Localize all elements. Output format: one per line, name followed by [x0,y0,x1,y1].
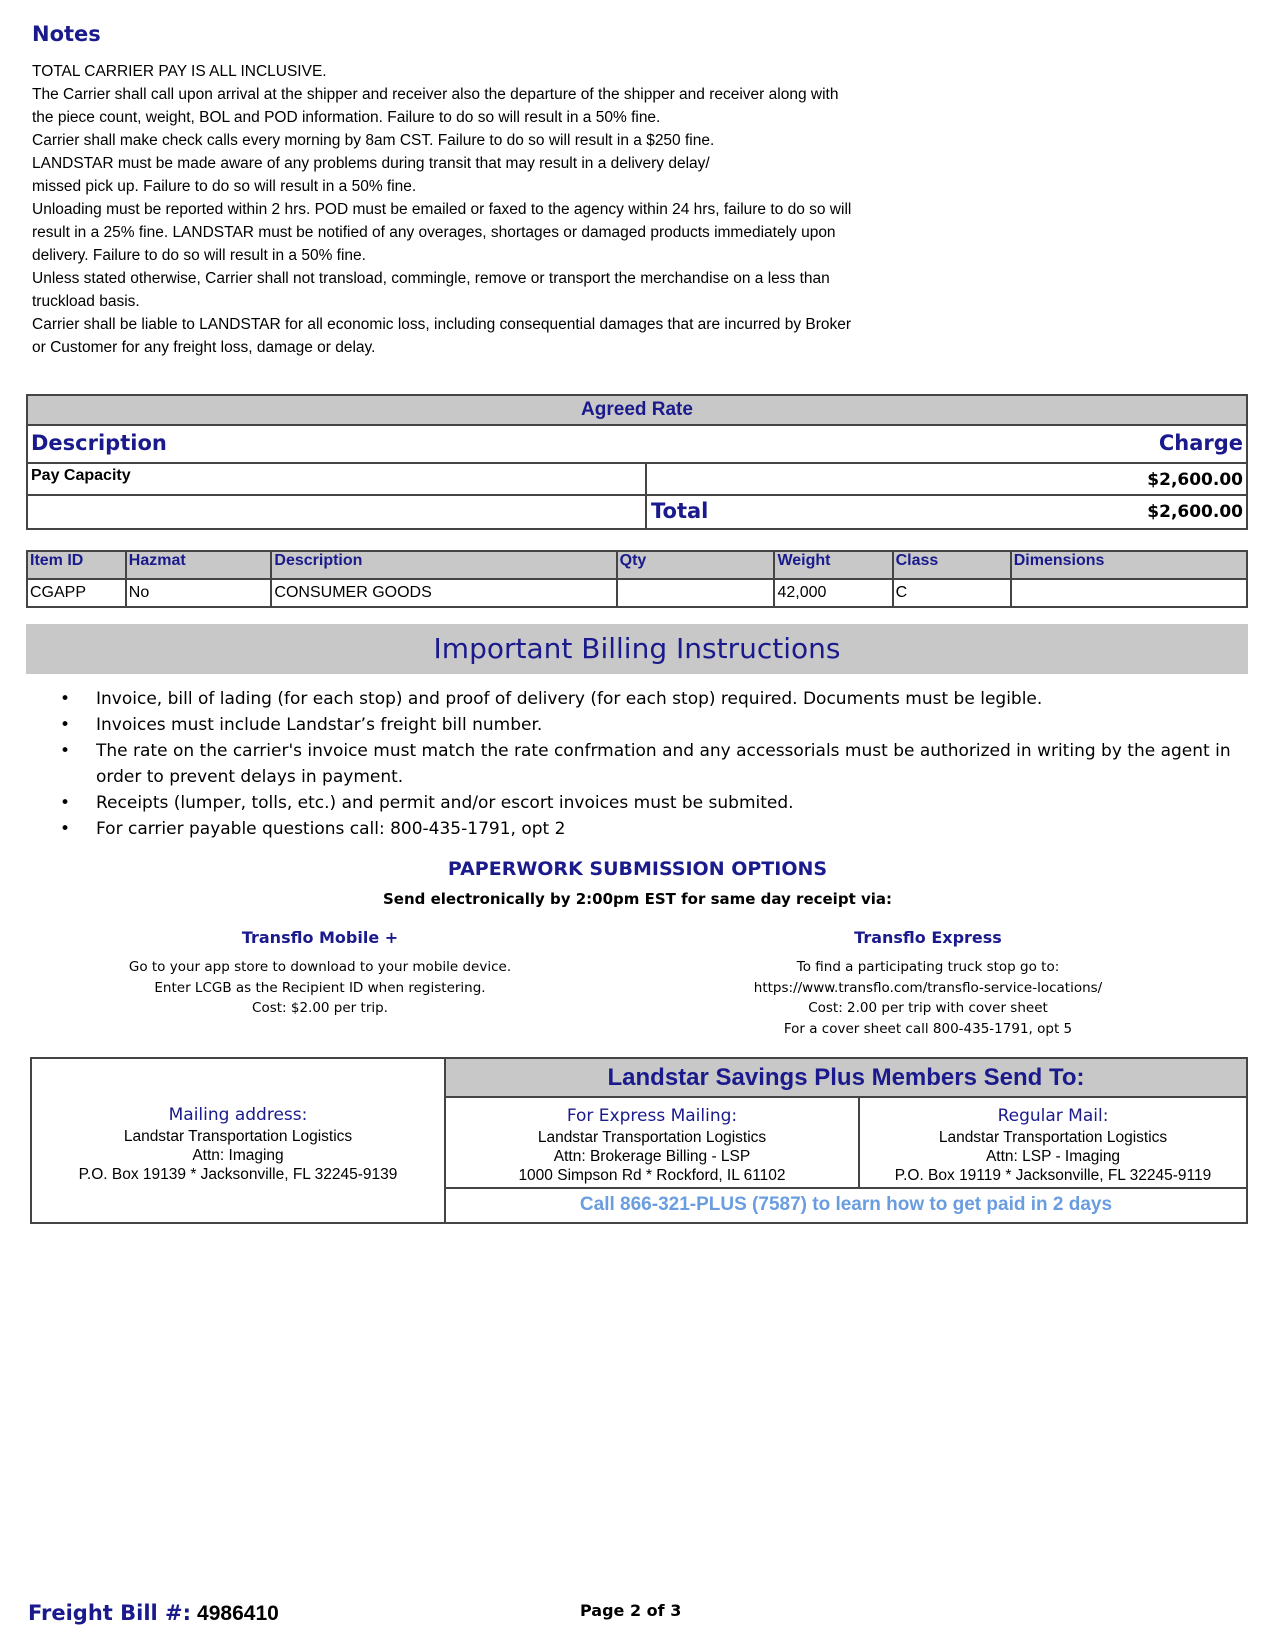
detail-line: Cost: $2.00 per trip. [252,1000,388,1016]
bullet-icon: • [60,793,71,813]
notes-line: Carrier shall make check calls every morning by 8am CST. Failure to do so will result in a $250 fine. [32,132,715,149]
savings-plus-title: Landstar Savings Plus Members Send To: [446,1059,1246,1098]
list-item [60,790,1240,816]
regular-mail-address [860,1098,1246,1185]
detail-line: Enter LCGB as the Recipient ID when registering. [154,979,486,996]
agreed-rate-title: Agreed Rate [28,396,1246,426]
billing-list [60,686,1240,842]
detail-line: Cost: 2.00 per trip with cover sheet [808,1000,1048,1016]
paperwork-subtitle: Send electronically by 2:00pm EST for same day receipt via: [383,890,892,908]
cell-description: CONSUMER GOODS [271,579,616,607]
transflo-mobile-details [60,957,580,1019]
address-line: Landstar Transportation Logistics [938,1129,1168,1146]
notes-line: the piece count, weight, BOL and POD information. Failure to do so will result in a 50% fine. [32,109,661,126]
address-line: Attn: Imaging [192,1147,284,1164]
col-weight: Weight [774,551,892,579]
cell-qty [617,579,775,607]
items-header-row [27,551,1247,579]
total-label: Total [651,499,709,523]
list-item [60,712,1240,738]
address-line: P.O. Box 19119 * Jacksonville, FL 32245-9119 [894,1167,1212,1184]
notes-line: or Customer for any freight loss, damage or delay. [32,339,376,356]
freight-bill-number: 4986410 [197,1602,279,1625]
pay-capacity-row [28,464,1246,496]
pay-capacity-amount: $2,600.00 [1147,470,1243,490]
items-table [26,550,1248,608]
express-mailing-address [446,1098,858,1185]
total-amount: $2,600.00 [1147,502,1243,522]
notes-line: missed pick up. Failure to do so will result in a 50% fine. [32,178,417,195]
col-description: Description [271,551,616,579]
description-header: Description [31,431,167,455]
address-line: Landstar Transportation Logistics [537,1129,767,1146]
transflo-url-link[interactable]: https://www.transflo.com/transflo-service-locations/ [753,979,1103,996]
col-dimensions: Dimensions [1011,551,1247,579]
notes-body [32,60,952,359]
bullet-icon: • [60,715,71,735]
list-item [60,738,1240,790]
regular-mail-cell [860,1098,1246,1189]
list-item [60,686,1240,712]
billing-item-text: The rate on the carrier's invoice must match the rate confrmation and any accessorials must be authorized in writing by the agent in order to prevent delays in payment. [96,741,1231,787]
billing-item-text: Invoice, bill of lading (for each stop) and proof of delivery (for each stop) required. Documents must be legible. [96,689,1043,709]
charge-header: Charge [1158,431,1243,455]
transflo-mobile-title: Transflo Mobile + [241,928,399,947]
detail-line: For a cover sheet call 800-435-1791, opt 5 [783,1020,1073,1037]
mailing-address-cell [32,1059,446,1222]
cell-hazmat: No [126,579,272,607]
transflo-mobile-option [60,928,580,1019]
billing-item-text: Receipts (lumper, tolls, etc.) and permit and/or escort invoices must be submited. [96,793,794,813]
detail-line: To find a participating truck stop go to: [796,959,1060,975]
detail-line: Go to your app store to download to your mobile device. [128,959,512,975]
bullet-icon: • [60,741,71,761]
col-qty: Qty [617,551,775,579]
regular-mail-title: Regular Mail: [997,1106,1109,1126]
paperwork-title: PAPERWORK SUBMISSION OPTIONS [447,858,828,880]
freight-bill [28,1601,279,1626]
cell-weight: 42,000 [774,579,892,607]
cell-dimensions [1011,579,1247,607]
bullet-icon: • [60,689,71,709]
notes-line: Unless stated otherwise, Carrier shall not transload, commingle, remove or transport the merchandise on a less than [32,270,830,287]
transflo-express-details [668,957,1188,1039]
notes-line: truckload basis. [32,293,140,310]
billing-item-text: For carrier payable questions call: 800-435-1791, opt 2 [96,819,566,839]
address-box [30,1057,1248,1224]
address-line: Attn: LSP - Imaging [985,1148,1121,1165]
billing-item-text: Invoices must include Landstar’s freight bill number. [96,715,543,735]
mailing-address [32,1103,444,1184]
transflo-express-title: Transflo Express [854,928,1002,947]
savings-plus-call: Call 866-321-PLUS (7587) to learn how to get paid in 2 days [579,1194,1113,1215]
bullet-icon: • [60,819,71,839]
address-line: Landstar Transportation Logistics [123,1128,353,1145]
address-line: Attn: Brokerage Billing - LSP [553,1148,751,1165]
address-line: 1000 Simpson Rd * Rockford, IL 61102 [518,1167,786,1184]
express-mailing-title: For Express Mailing: [566,1106,738,1126]
notes-line: The Carrier shall call upon arrival at the shipper and receiver also the departure of the shipper and receiver along with [32,86,839,103]
page-number: Page 2 of 3 [580,1601,682,1620]
cell-item-id: CGAPP [27,579,126,607]
billing-title: Important Billing Instructions [26,624,1248,674]
total-row [28,496,1246,530]
table-row [27,579,1247,607]
agreed-rate-table [26,394,1248,530]
address-line: P.O. Box 19139 * Jacksonville, FL 32245-9139 [78,1166,398,1183]
agreed-rate-header-row [28,426,1246,464]
notes-line: LANDSTAR must be made aware of any problems during transit that may result in a delivery delay/ [32,155,710,172]
notes-line: delivery. Failure to do so will result in a 50% fine. [32,247,366,264]
mailing-address-title: Mailing address: [168,1105,308,1125]
transflo-express-option [668,928,1188,1039]
freight-bill-label: Freight Bill #: [28,1601,192,1625]
notes-line: Carrier shall be liable to LANDSTAR for all economic loss, including consequential damages that are incurred by Broker [32,316,852,333]
list-item [60,816,1240,842]
notes-line: Unloading must be reported within 2 hrs. POD must be emailed or faxed to the agency within 24 hrs, failure to do so will [32,201,852,218]
notes-line: result in a 25% fine. LANDSTAR must be notified of any overages, shortages or damaged products immediately upon [32,224,836,241]
col-item-id: Item ID [27,551,126,579]
notes-title: Notes [32,22,101,46]
col-class: Class [893,551,1011,579]
express-mailing-cell [446,1098,860,1189]
notes-line: TOTAL CARRIER PAY IS ALL INCLUSIVE. [32,63,327,80]
cell-class: C [893,579,1011,607]
pay-capacity-label: Pay Capacity [31,467,131,484]
col-hazmat: Hazmat [126,551,272,579]
